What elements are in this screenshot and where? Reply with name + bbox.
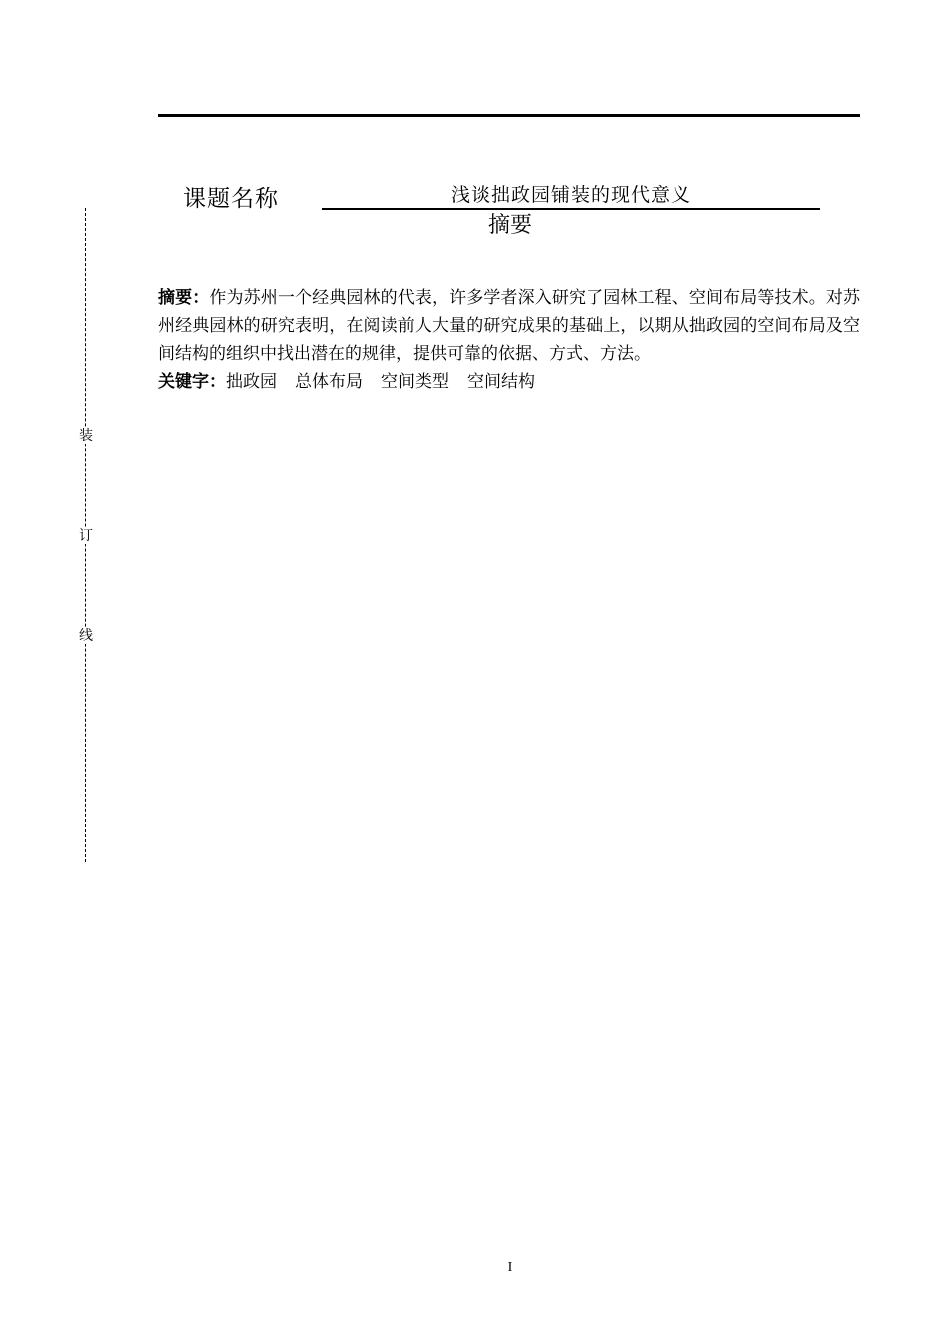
page-number: I bbox=[507, 1260, 513, 1275]
binding-char-zhuang: 装 bbox=[79, 428, 93, 444]
keyword-item: 拙政园 bbox=[226, 372, 277, 392]
title-value: 浅谈拙政园铺装的现代意义 bbox=[322, 183, 820, 210]
keywords-line bbox=[158, 368, 553, 396]
keyword-item: 空间类型 bbox=[381, 372, 449, 392]
keyword-item: 总体布局 bbox=[295, 372, 363, 392]
abstract-label: 摘要： bbox=[158, 288, 210, 308]
header-rule bbox=[158, 114, 860, 117]
binding-char-ding: 订 bbox=[79, 528, 93, 544]
title-label: 课题名称 bbox=[183, 186, 279, 212]
keywords-label: 关键字： bbox=[158, 372, 226, 392]
binding-char-xian: 线 bbox=[79, 628, 93, 644]
abstract-heading: 摘要 bbox=[487, 213, 532, 238]
keyword-item: 空间结构 bbox=[467, 372, 535, 392]
abstract-paragraph bbox=[158, 284, 860, 368]
abstract-text: 作为苏州一个经典园林的代表，许多学者深入研究了园林工程、空间布局等技术。对苏州经典园林的研究表明，在阅读前人大量的研究成果的基础上，以期从拙政园的空间布局及空间结构的组织中找出潜在的规律，提供可靠的依据、方式、方法。 bbox=[158, 288, 860, 364]
